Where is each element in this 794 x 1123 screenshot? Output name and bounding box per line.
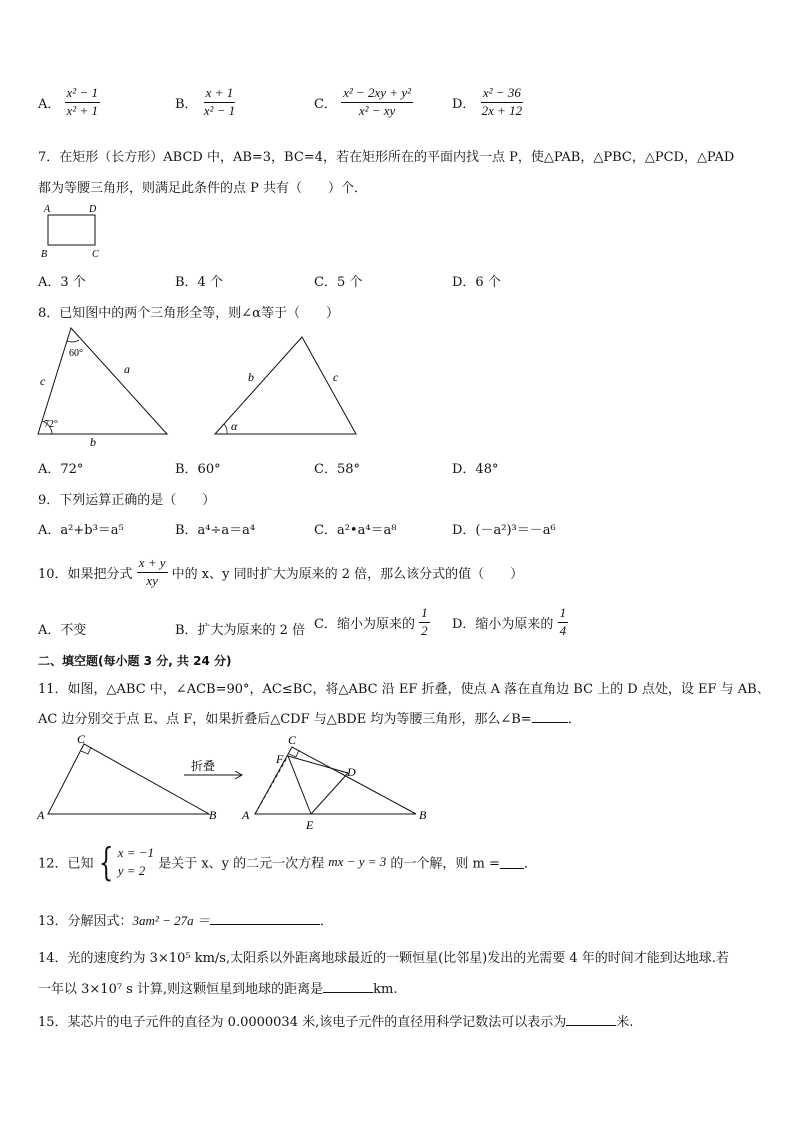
label-side-c: c xyxy=(40,374,46,388)
segment-FE xyxy=(288,756,311,814)
q12-stem: 12．已知 { x = −1 y = 2 是关于 x、y 的二元一次方程 mx − y = 3 的一个解，则 m = ． xyxy=(38,840,537,884)
label-B2: B xyxy=(419,808,427,822)
label-A2: A xyxy=(242,808,250,822)
fold-label: 折叠 xyxy=(191,759,216,773)
label-side-b: b xyxy=(90,435,96,449)
q9-stem: 9．下列运算正确的是（ ） xyxy=(38,493,216,508)
q7-option-b[interactable]: B．4 个 xyxy=(175,275,223,290)
q10-fraction: $\frac{x + y}{xy}$ xyxy=(138,555,166,588)
segment-FD xyxy=(288,756,348,773)
label-C1: C xyxy=(77,732,86,746)
label-side-c2: c xyxy=(333,370,339,384)
q6-b-fraction: $\frac{x + 1}{\text{x² − 1}}$ xyxy=(203,85,236,118)
q14-answer-blank[interactable] xyxy=(323,980,373,993)
q11-folding-figure xyxy=(34,732,444,832)
q14-stem-line2: 一年以 3×10⁷ s 计算,则这颗恒星到地球的距离是 km. xyxy=(38,982,398,997)
label-72: 72° xyxy=(44,419,58,430)
right-angle-mark xyxy=(81,747,91,754)
q6-option-d[interactable]: D． $\frac{\text{x² − 36}}{2x + 12}$ xyxy=(452,85,523,118)
label-A: A xyxy=(44,204,51,215)
label-C: C xyxy=(92,249,99,260)
label-D: D xyxy=(347,765,356,779)
q6-option-b[interactable]: B． $\frac{x + 1}{\text{x² − 1}}$ xyxy=(175,85,236,118)
q13-stem: 13．分解因式：3am² − 27a ＝ ． xyxy=(38,913,333,929)
q6-c-fraction: $\frac{\text{x² − 2xy + y²}}{\text{x² − xy}}$ xyxy=(343,85,412,118)
q7-option-a[interactable]: A．3 个 xyxy=(38,275,86,290)
q10-stem-post: 中的 x、y 同时扩大为原来的 2 倍，那么该分式的值（ ） xyxy=(171,566,524,582)
section-2-title: 二、填空题(每小题 3 分, 共 24 分) xyxy=(38,654,232,668)
q6-option-c[interactable]: C． $\frac{\text{x² − 2xy + y²}}{\text{x² − xy}}$ xyxy=(314,85,412,118)
q9-option-b[interactable]: B．a⁴÷a＝a⁴ xyxy=(175,523,256,538)
q9-option-a[interactable]: A．a²+b³＝a⁵ xyxy=(38,523,124,538)
q12-answer-blank[interactable] xyxy=(500,856,524,869)
angle-arc-alpha xyxy=(224,424,227,434)
q11-answer-blank[interactable] xyxy=(532,710,568,723)
q8-option-b[interactable]: B．60° xyxy=(175,462,221,477)
system-brace: { xyxy=(98,840,113,884)
label-C2: C xyxy=(288,733,297,747)
q6-a-fraction: $\frac{\text{x² − 1}}{\text{x² + 1}}$ xyxy=(66,85,98,118)
q6-d-fraction: $\frac{\text{x² − 36}}{2x + 12}$ xyxy=(481,85,523,118)
q7-stem-line2: 都为等腰三角形，则满足此条件的点 P 共有（ ）个． xyxy=(38,181,368,196)
q8-triangles-figure xyxy=(30,322,370,450)
q10-option-a[interactable]: A．不变 xyxy=(38,623,87,638)
q7-stem-line1: 7．在矩形（长方形）ABCD 中，AB=3，BC=4，若在矩形所在的平面内找一点 P，使△PAB，△PBC，△PCD，△PAD xyxy=(38,150,735,165)
right-angle-mark-2 xyxy=(289,750,299,757)
q10-option-b[interactable]: B．扩大为原来的 2 倍 xyxy=(175,623,306,638)
q9-option-c[interactable]: C．a²•a⁴＝a⁸ xyxy=(314,523,397,538)
label-B1: B xyxy=(209,808,217,822)
label-60: 60° xyxy=(69,348,83,359)
label-A1: A xyxy=(37,808,45,822)
q10-option-d[interactable]: D．缩小为原来的 $\frac{1}{4}$ xyxy=(452,605,567,638)
q10-c-fraction: $\frac{1}{2}$ xyxy=(421,605,428,638)
q15-answer-blank[interactable] xyxy=(566,1013,616,1026)
q10-option-c[interactable]: C．缩小为原来的 $\frac{1}{2}$ xyxy=(314,605,428,638)
q10-stem-pre: 10．如果把分式 xyxy=(38,566,133,582)
q11-stem-line1: 11．如图，△ABC 中，∠ACB=90°，AC≤BC，将△ABC 沿 EF 折叠，使点 A 落在直角边 BC 上的 D 点处，设 EF 与 AB、 xyxy=(38,682,770,697)
label-B: B xyxy=(41,249,48,260)
q8-option-c[interactable]: C．58° xyxy=(314,462,360,477)
q14-stem-line1: 14．光的速度约为 3×10⁵ km/s,太阳系以外距离地球最近的一颗恒星(比邻星)发出的光需要 4 年的时间才能到达地球.若 xyxy=(38,951,729,966)
equation-system: x = −1 y = 2 xyxy=(117,845,155,878)
q13-answer-blank[interactable] xyxy=(210,912,320,925)
label-alpha: α xyxy=(231,419,238,433)
q6-option-a[interactable]: A． $\frac{\text{x² − 1}}{\text{x² + 1}}$ xyxy=(38,85,98,118)
angle-arc-top xyxy=(67,340,79,342)
q7-option-d[interactable]: D．6 个 xyxy=(452,275,501,290)
segment-DE xyxy=(311,773,348,814)
q7-rectangle-figure xyxy=(38,201,108,261)
q9-option-d[interactable]: D．(－a²)³＝－a⁶ xyxy=(452,523,556,538)
label-F: F xyxy=(276,752,284,766)
q7-option-c[interactable]: C．5 个 xyxy=(314,275,363,290)
rectangle-abcd xyxy=(48,215,95,245)
label-side-b2: b xyxy=(248,370,254,384)
label-E: E xyxy=(306,818,314,832)
q10-stem xyxy=(38,556,523,589)
q8-option-a[interactable]: A．72° xyxy=(38,462,84,477)
q11-stem-line2: AC 边分别交于点 E、点 F，如果折叠后△CDF 与△BDE 均为等腰三角形，那么∠B= ． xyxy=(38,712,581,727)
q15-stem: 15．某芯片的电子元件的直径为 0.0000034 米,该电子元件的直径用科学记数法可以表示为 米. xyxy=(38,1015,634,1030)
label-D: D xyxy=(89,204,97,215)
label-side-a: a xyxy=(124,362,130,376)
triangle-abc xyxy=(48,744,209,814)
q8-stem: 8．已知图中的两个三角形全等，则∠α等于（ ） xyxy=(38,306,339,321)
q8-option-d[interactable]: D．48° xyxy=(452,462,499,477)
q10-options xyxy=(38,606,738,646)
q10-d-fraction: $\frac{1}{4}$ xyxy=(559,605,567,638)
